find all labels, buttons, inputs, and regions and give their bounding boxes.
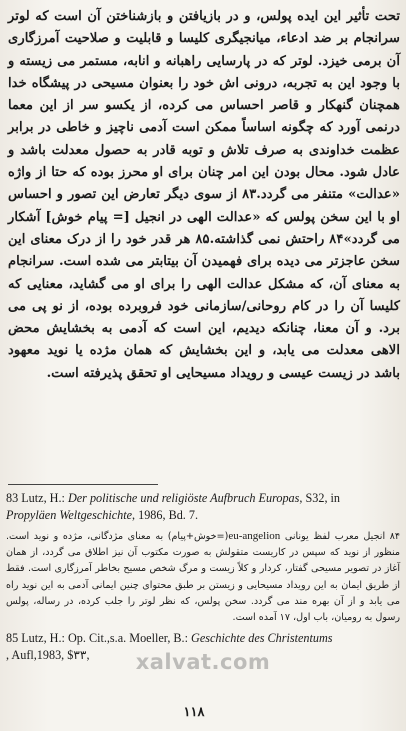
footnote-85-number: 85	[6, 631, 19, 646]
footnote-85-author: Lutz, H.:	[21, 631, 65, 646]
footnote-83-title: Der politische und religiöste Aufbruch Europas	[67, 491, 300, 505]
body-paragraph: تحت تأثیر این ایده پولس، و در بازیافتن و بازشناختن آن است که لوتر سرانجام بر ضد ادعاء، میانجیگری کلیسا و قابلیت و صلاحیت آمرزگاری آن برمی خیزد. لوتر که در پارسایی راهبانه و انابه، مستمر می زیسته و با وجود این به تجربه، درونی اش خود را بعنوان مسیحی در پیشگاه خدا همچنان گنهکار و قاصر احساس می کرده، از یکسو سر از این معما درنمی آورد که چگونه اساساً ممکن است آدمی ناچیز و خاطی در برابر عظمت خداوندی به صرف تلاش و توبه قادر به حصول معدلت باشد و عادل شود. محال بودن این امر چنان برای او محرز بوده که حتا از واژه «عدالت» متنفر می گردد.۸۳ از سوی دیگر تعارض این تصور و احساس او با این سخن پولس که «عدالت الهی در انجیل [= پیام خوش] آشکار می گردد»۸۴ راحتش نمی گذاشته.۸۵ هر قدر خود را از درک معنای این سخن عاجزتر می دیده برای فهمیدن آن بیتابتر می شده است. سرانجام به معنای آن، که مشکل عدالت الهی را برای او می گشاید، معنایی که کلیسا آن را در کام روحانی/سازمانی خود فروبرده بوده، از نو پی می برد. و آن معنا، چنانکه دیدیم، این است که آدمی به بخشایش محض الاهی معدلت می یابد، و این بخشایش که همان مژده یا نوید معهود باشد در زیست عیسی و رویداد مسیحایی او تحقق پذیرفته است.	[8, 9, 400, 381]
footnotes	[6, 490, 400, 664]
page-number: ۱۱۸	[183, 705, 205, 720]
main-text	[8, 6, 400, 385]
footnote-83-author: Lutz, H.:	[21, 491, 65, 505]
footnote-84-number: ۸۴	[389, 531, 400, 542]
footnote-84-text-after: (=خوش+پیام) به معنای مژدگانی، مژده و نوید است. منظور از نوید که سپس در کاریست متقولش به صورت مکتوب آن نیز اطلاق می گردد، از همان آغاز در تصویر مسیحی گفتار، کردار و کلاً زیست و مرگ شخص مسیح بخاطر آمرزگاری است. فقط از طریق ایمان به این رویداد مسیحایی و زیستن بر طبق محتوای چنین ایمانی آدمی به این نوید راه می یابد و از آن بهره مند می گردد. سخن پولس، که نظر لوتر را جلب کرده، در رساله، پولس رسول به رومیان، باب اول، ۱۷ آمده است.	[6, 531, 400, 624]
footnote-84	[6, 528, 400, 626]
footnote-85-end: , Aufl,1983, $۳۳,	[6, 648, 90, 663]
footnote-84-term: eu-angelion	[228, 530, 281, 542]
footnote-83	[6, 490, 400, 524]
footnote-83-work: Propyläen Weltgeschichte	[6, 508, 133, 522]
footnote-83-year: , 1986, Bd. 7.	[132, 508, 199, 522]
footnote-85-title: Geschichte des Christentums	[191, 631, 333, 646]
footnote-85-ref: Op. Cit.,s.a. Moeller, B.:	[67, 631, 188, 646]
watermark: xalvat.com	[135, 650, 271, 674]
footnote-83-page: , S32, in	[299, 491, 341, 505]
footnote-separator	[8, 484, 158, 485]
footnote-83-number: 83	[6, 491, 19, 505]
footnote-84-text-before: انجیل معرب لفظ یونانی	[284, 531, 386, 542]
